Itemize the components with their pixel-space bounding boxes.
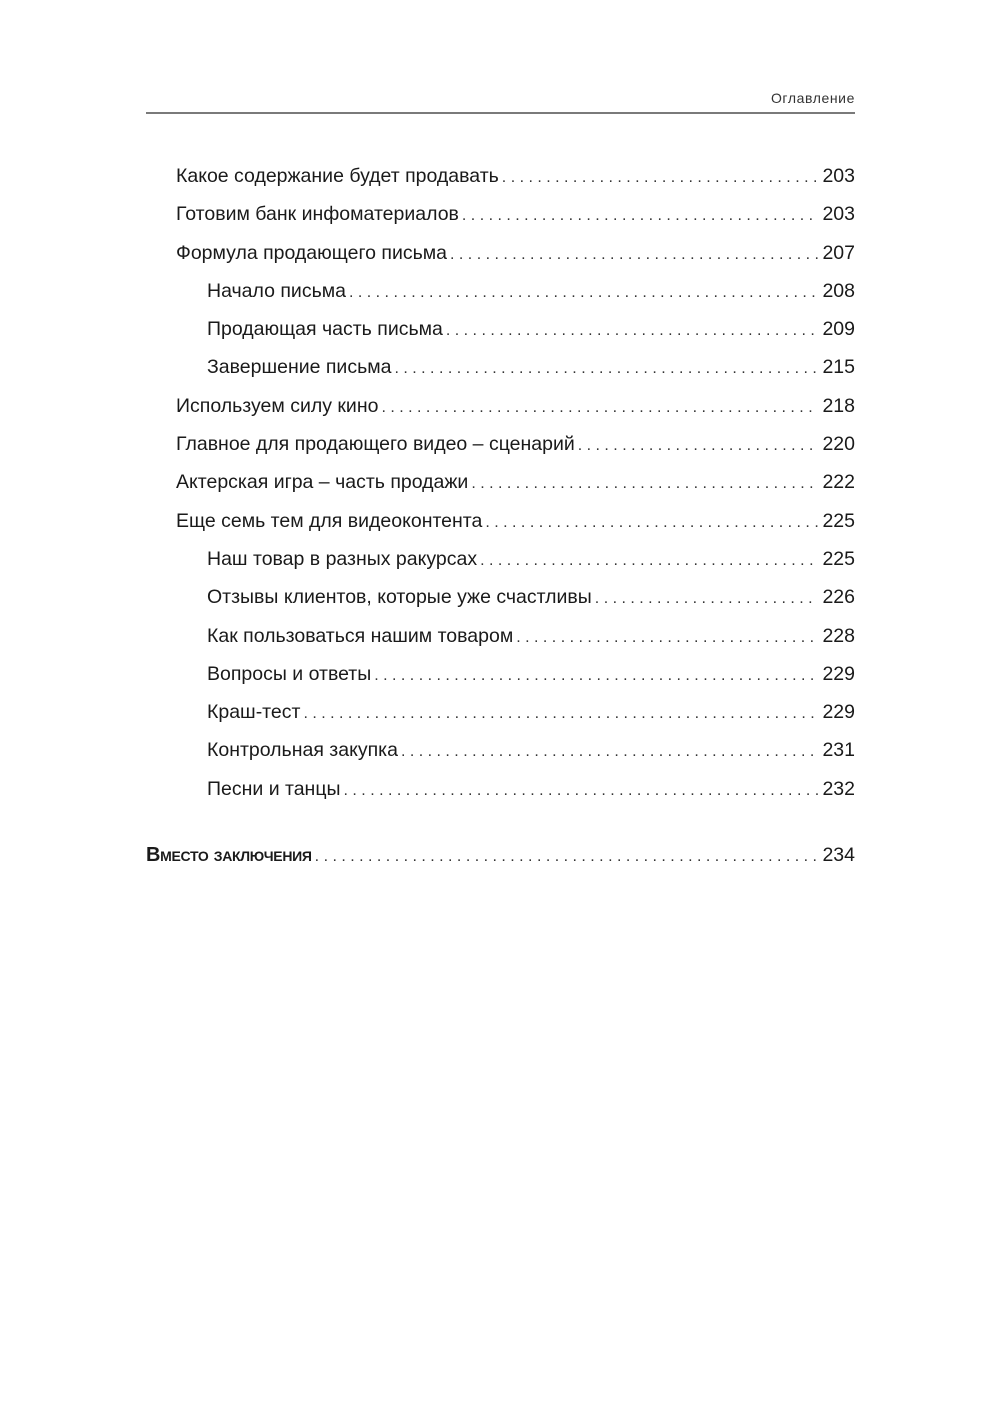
toc-page-number: 234	[822, 844, 855, 867]
toc-entry-title: Завершение письма	[207, 356, 392, 379]
toc-entry[interactable]	[146, 165, 855, 203]
dot-leader	[502, 169, 819, 187]
toc-subentry[interactable]	[146, 739, 855, 777]
toc-subentry[interactable]	[146, 586, 855, 624]
toc-entry-title: Вопросы и ответы	[207, 662, 372, 685]
dot-leader	[303, 705, 818, 723]
toc-entry-title: Отзывы клиентов, которые уже счастливы	[207, 586, 592, 609]
toc-entry-title: Главное для продающего видео – сценарий	[176, 433, 575, 456]
toc-subentry[interactable]	[146, 356, 855, 394]
toc-entry-title: Песни и танцы	[207, 777, 341, 800]
dot-leader	[315, 848, 819, 866]
toc-subentry[interactable]	[146, 701, 855, 739]
running-head	[146, 88, 855, 114]
dot-leader	[471, 475, 818, 493]
toc-entry-title: Используем силу кино	[176, 394, 379, 417]
toc-page-number: 232	[822, 777, 855, 800]
toc-subentry[interactable]	[146, 625, 855, 663]
toc-page-number: 226	[822, 586, 855, 609]
toc-page-number: 228	[822, 624, 855, 647]
dot-leader	[578, 437, 819, 455]
dot-leader	[450, 246, 818, 264]
toc-entry-title: Какое содержание будет продавать	[176, 165, 499, 187]
toc-page-number: 208	[822, 279, 855, 302]
toc-subentry[interactable]	[146, 548, 855, 586]
toc-page-number: 225	[822, 509, 855, 532]
dot-leader	[516, 629, 818, 647]
toc-page-number: 225	[822, 547, 855, 570]
toc-page-number: 229	[822, 662, 855, 685]
toc-subentry[interactable]	[146, 663, 855, 701]
dot-leader	[349, 284, 818, 302]
toc-entry-title: Продающая часть письма	[207, 318, 443, 341]
toc-page-number: 207	[822, 241, 855, 264]
toc-subentry[interactable]	[146, 778, 855, 816]
toc-entry[interactable]	[146, 510, 855, 548]
toc-entry-title: Краш-тест	[207, 701, 301, 724]
toc-chapter-entry[interactable]	[146, 844, 855, 882]
running-head-title: Оглавление	[770, 90, 855, 106]
toc-subentry[interactable]	[146, 318, 855, 356]
toc-entry-title: Наш товар в разных ракурсах	[207, 547, 478, 570]
toc-page-number: 229	[822, 701, 855, 724]
toc-entry[interactable]	[146, 203, 855, 241]
toc-page-number: 209	[822, 318, 855, 341]
toc-entry-title: Начало письма	[207, 279, 346, 302]
dot-leader	[381, 399, 818, 417]
dot-leader	[394, 360, 818, 378]
toc-entry[interactable]	[146, 395, 855, 433]
toc-page-number: 218	[822, 394, 855, 417]
dot-leader	[446, 322, 819, 340]
toc-entry-title: Еще семь тем для видеоконтента	[176, 509, 483, 532]
toc-chapter-title: Вместо заключения	[146, 844, 312, 867]
toc-subentry[interactable]	[146, 280, 855, 318]
dot-leader	[485, 514, 818, 532]
toc-entry-title: Актерская игра – часть продажи	[176, 471, 469, 494]
dot-leader	[401, 743, 819, 761]
toc-page-number: 222	[822, 471, 855, 494]
toc-entry[interactable]	[146, 433, 855, 471]
toc-entry[interactable]	[146, 242, 855, 280]
dot-leader	[374, 667, 818, 685]
dot-leader	[595, 590, 819, 608]
toc-page-number: 203	[822, 203, 855, 226]
toc-entry[interactable]	[146, 471, 855, 509]
toc-entry-title: Как пользоваться нашим товаром	[207, 624, 514, 647]
toc-page-number: 215	[822, 356, 855, 379]
toc-page-number: 220	[822, 433, 855, 456]
toc-page-number: 203	[822, 165, 855, 187]
dot-leader	[462, 207, 819, 225]
dot-leader	[344, 782, 819, 800]
toc-entry-title: Формула продающего письма	[176, 241, 448, 264]
toc-page-number: 231	[822, 739, 855, 762]
toc-entry-title: Контрольная закупка	[207, 739, 398, 762]
toc-entry-title: Готовим банк инфоматериалов	[176, 203, 459, 226]
table-of-contents	[146, 165, 855, 882]
dot-leader	[480, 552, 818, 570]
